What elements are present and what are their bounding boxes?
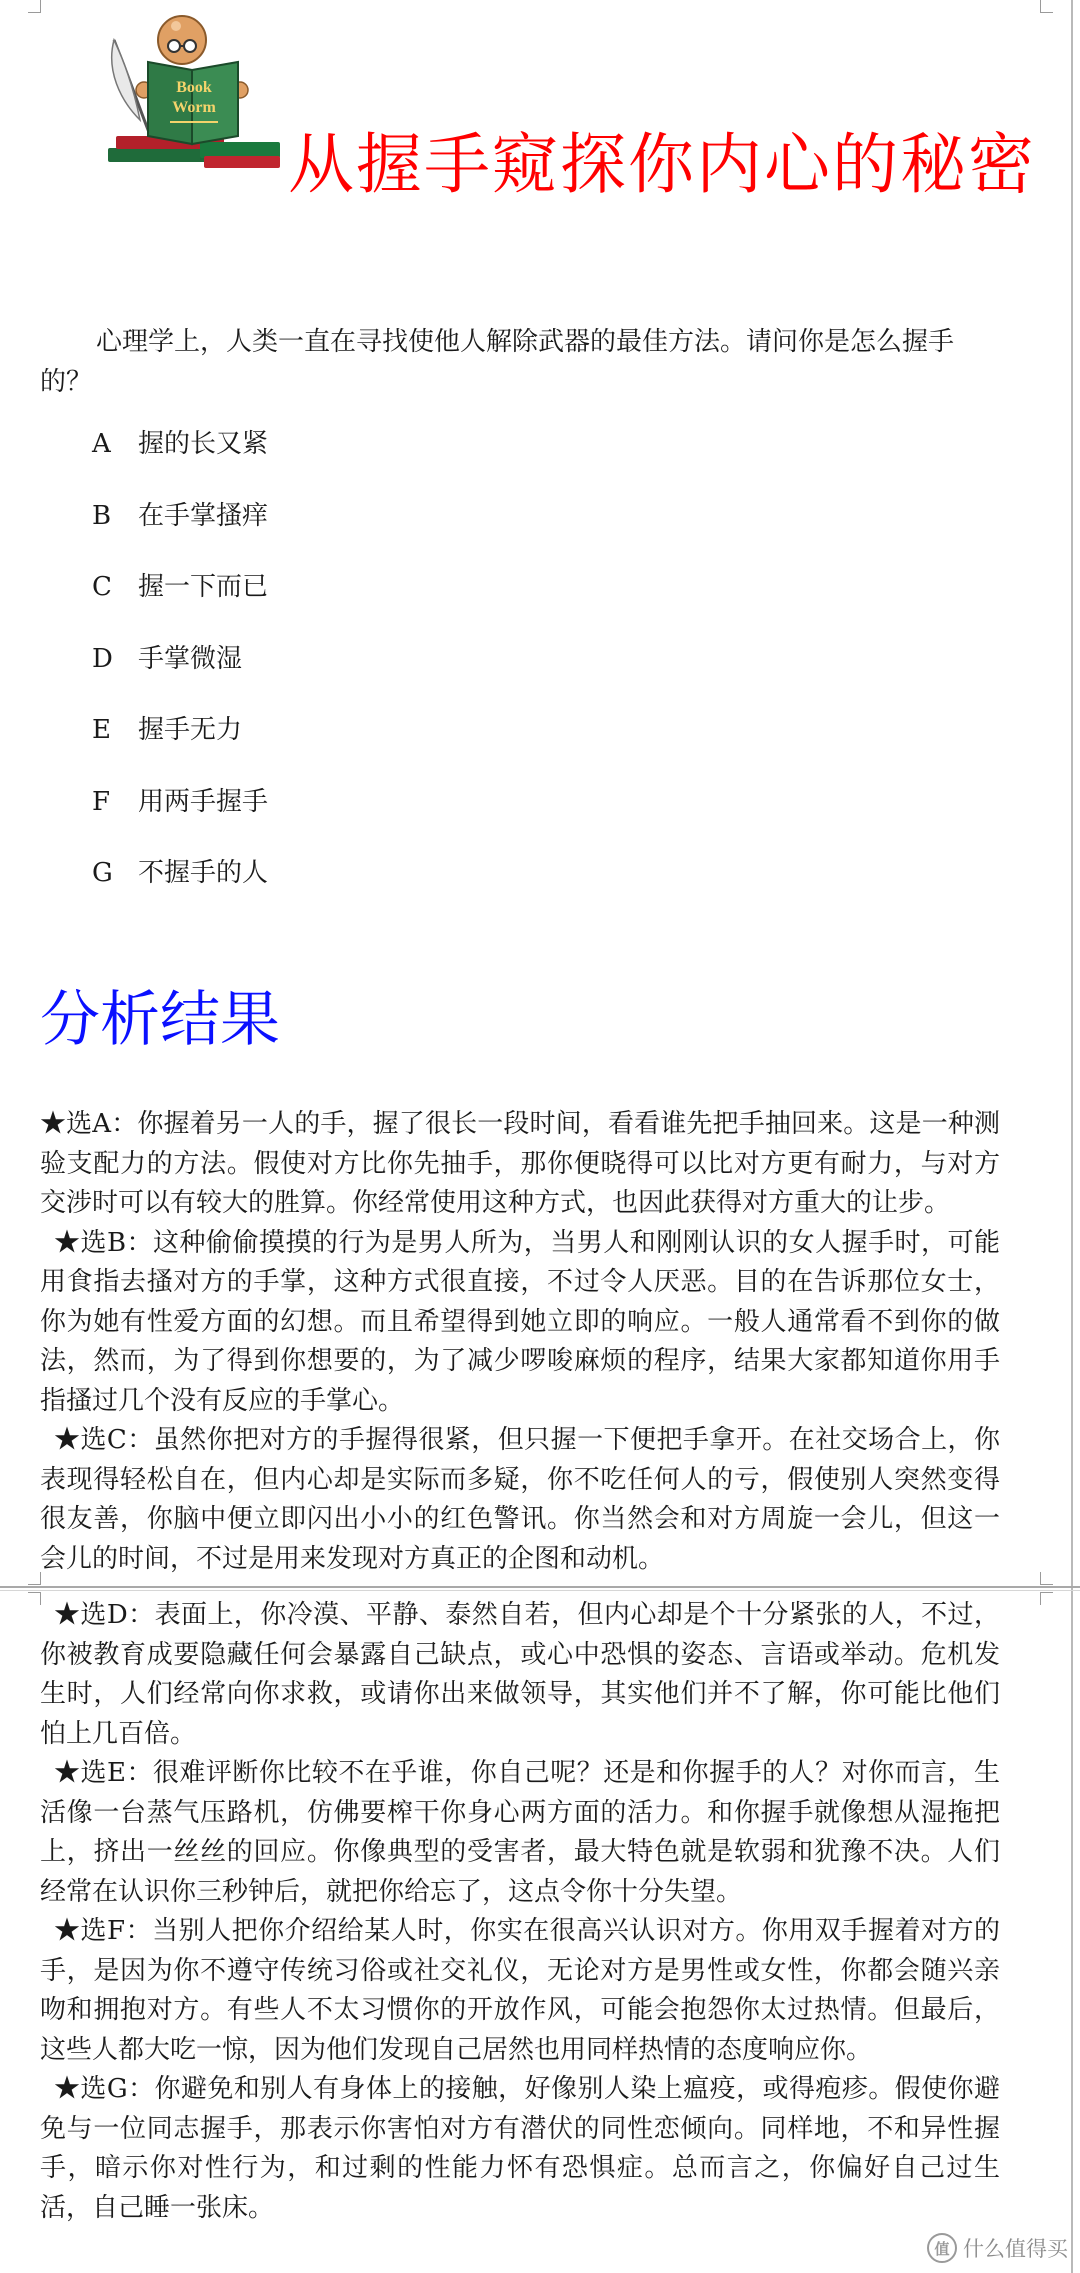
page-break-shadow — [0, 1590, 1080, 1591]
option-text: 手掌微湿 — [138, 643, 243, 674]
corner-mark-mid-right — [1040, 1572, 1053, 1585]
page-edge-rule — [1071, 0, 1073, 2273]
watermark — [927, 2233, 1068, 2263]
analysis-heading: 分析结果 — [40, 985, 280, 1055]
logo-text-worm: Worm — [172, 99, 216, 116]
option-letter: F — [92, 786, 111, 817]
option-letter: C — [92, 572, 112, 602]
option-text: 用两手握手 — [138, 786, 269, 817]
option-text: 握的长又紧 — [138, 429, 269, 459]
result-d: ★选D：表面上，你冷漠、平静、泰然自若，但内心却是个十分紧张的人，不过，你被教育成要隐藏任何会暴露自己缺点，或心中恐惧的姿态、言语或举动。危机发生时，人们经常向你求救，或请你出来做领导，其实他们并不了解，你可能比他们怕上几百倍。 — [40, 1600, 1000, 1749]
result-g: ★选G：你避免和别人有身体上的接触，好像别人染上瘟疫，或得疱疹。假使你避免与一位同志握手，那表示你害怕对方有潜伏的同性恋倾向。同样地，不和异性握手，暗示你对性行为，和过剩的性能力怀有恐惧症。总而言之，你偏好自己过生活，自己睡一张床。 — [40, 2074, 1000, 2223]
answer-options — [92, 424, 792, 925]
result-f: ★选F：当别人把你介绍给某人时，你实在很高兴认识对方。你用双手握着对方的手，是因为你不遵守传统习俗或社交礼仪，无论对方是男性或女性，你都会随兴亲吻和拥抱对方。有些人不太习惯你的开放作风，可能会抱怨你太过热情。但最后，这些人都大吃一惊，因为他们发现自己居然也用同样热情的态度响应你。 — [40, 1916, 1000, 2065]
option-letter: D — [92, 643, 113, 674]
document-header — [80, 0, 1040, 203]
option-text: 在手掌搔痒 — [138, 500, 269, 531]
option-f — [92, 782, 792, 854]
result-a: ★选A：你握着另一人的手，握了很长一段时间，看看谁先把手抽回来。这是一种测验支配力的方法。假使对方比你先抽手，那你便晓得可以比对方更有耐力，与对方交涉时可以有较大的胜算。你经常使用这种方式，也因此获得对方重大的让步。 — [40, 1109, 1000, 1218]
result-b: ★选B：这种偷偷摸摸的行为是男人所为，当男人和刚刚认识的女人握手时，可能用食指去搔对方的手掌，这种方式很直接，不过令人厌恶。目的在告诉那位女士，你为她有性爱方面的幻想。而且希望得到她立即的响应。一般人通常看不到你的做法，然而，为了得到你想要的，为了减少啰唆麻烦的程序，结果大家都知道你用手指搔过几个没有反应的手掌心。 — [40, 1227, 1000, 1416]
corner-mark-top-left — [28, 0, 41, 13]
page-title: 从握手窥探你内心的秘密 — [288, 126, 1036, 203]
results-section-page-2 — [40, 1596, 1000, 2228]
result-e: ★选E：很难评断你比较不在乎谁，你自己呢？还是和你握手的人？对你而言，生活像一台蒸气压路机，仿佛要榨干你身心两方面的活力。和你握手就像想从湿拖把上，挤出一丝丝的回应。你像典型的受害者，最大特色就是软弱和犹豫不决。人们经常在认识你三秒钟后，就把你给忘了，这点令你十分失望。 — [40, 1758, 1000, 1907]
corner-mark-top-right — [1040, 0, 1053, 13]
option-d — [92, 639, 792, 711]
option-c — [92, 567, 792, 639]
option-e — [92, 710, 792, 782]
option-g — [92, 853, 792, 925]
option-text: 握一下而已 — [138, 572, 269, 602]
option-text: 握手无力 — [138, 715, 243, 745]
bookworm-logo — [100, 10, 300, 180]
page-break — [0, 1586, 1080, 1588]
intro-paragraph: 心理学上，人类一直在寻找使他人解除武器的最佳方法。请问你是怎么握手的？ — [40, 327, 955, 397]
option-b — [92, 496, 792, 568]
watermark-text: 什么值得买 — [963, 2237, 1068, 2261]
logo-text-book: Book — [176, 79, 212, 96]
option-letter: G — [92, 858, 113, 888]
result-c: ★选C：虽然你把对方的手握得很紧，但只握一下便把手拿开。在社交场合上，你表现得轻松自在，但内心却是实际而多疑，你不吃任何人的亏，假使别人突然变得很友善，你脑中便立即闪出小小的红色警讯。你当然会和对方周旋一会儿，但这一会儿的时间，不过是用来发现对方真正的企图和动机。 — [40, 1425, 1000, 1574]
results-section-page-1 — [40, 1105, 1000, 1579]
watermark-badge-icon: 值 — [927, 2233, 957, 2263]
option-a — [92, 424, 792, 496]
option-letter: A — [92, 429, 111, 459]
option-letter: B — [92, 500, 112, 531]
corner-mark-mid-right-lower — [1040, 1592, 1053, 1605]
option-text: 不握手的人 — [138, 858, 269, 888]
option-letter: E — [92, 715, 111, 745]
